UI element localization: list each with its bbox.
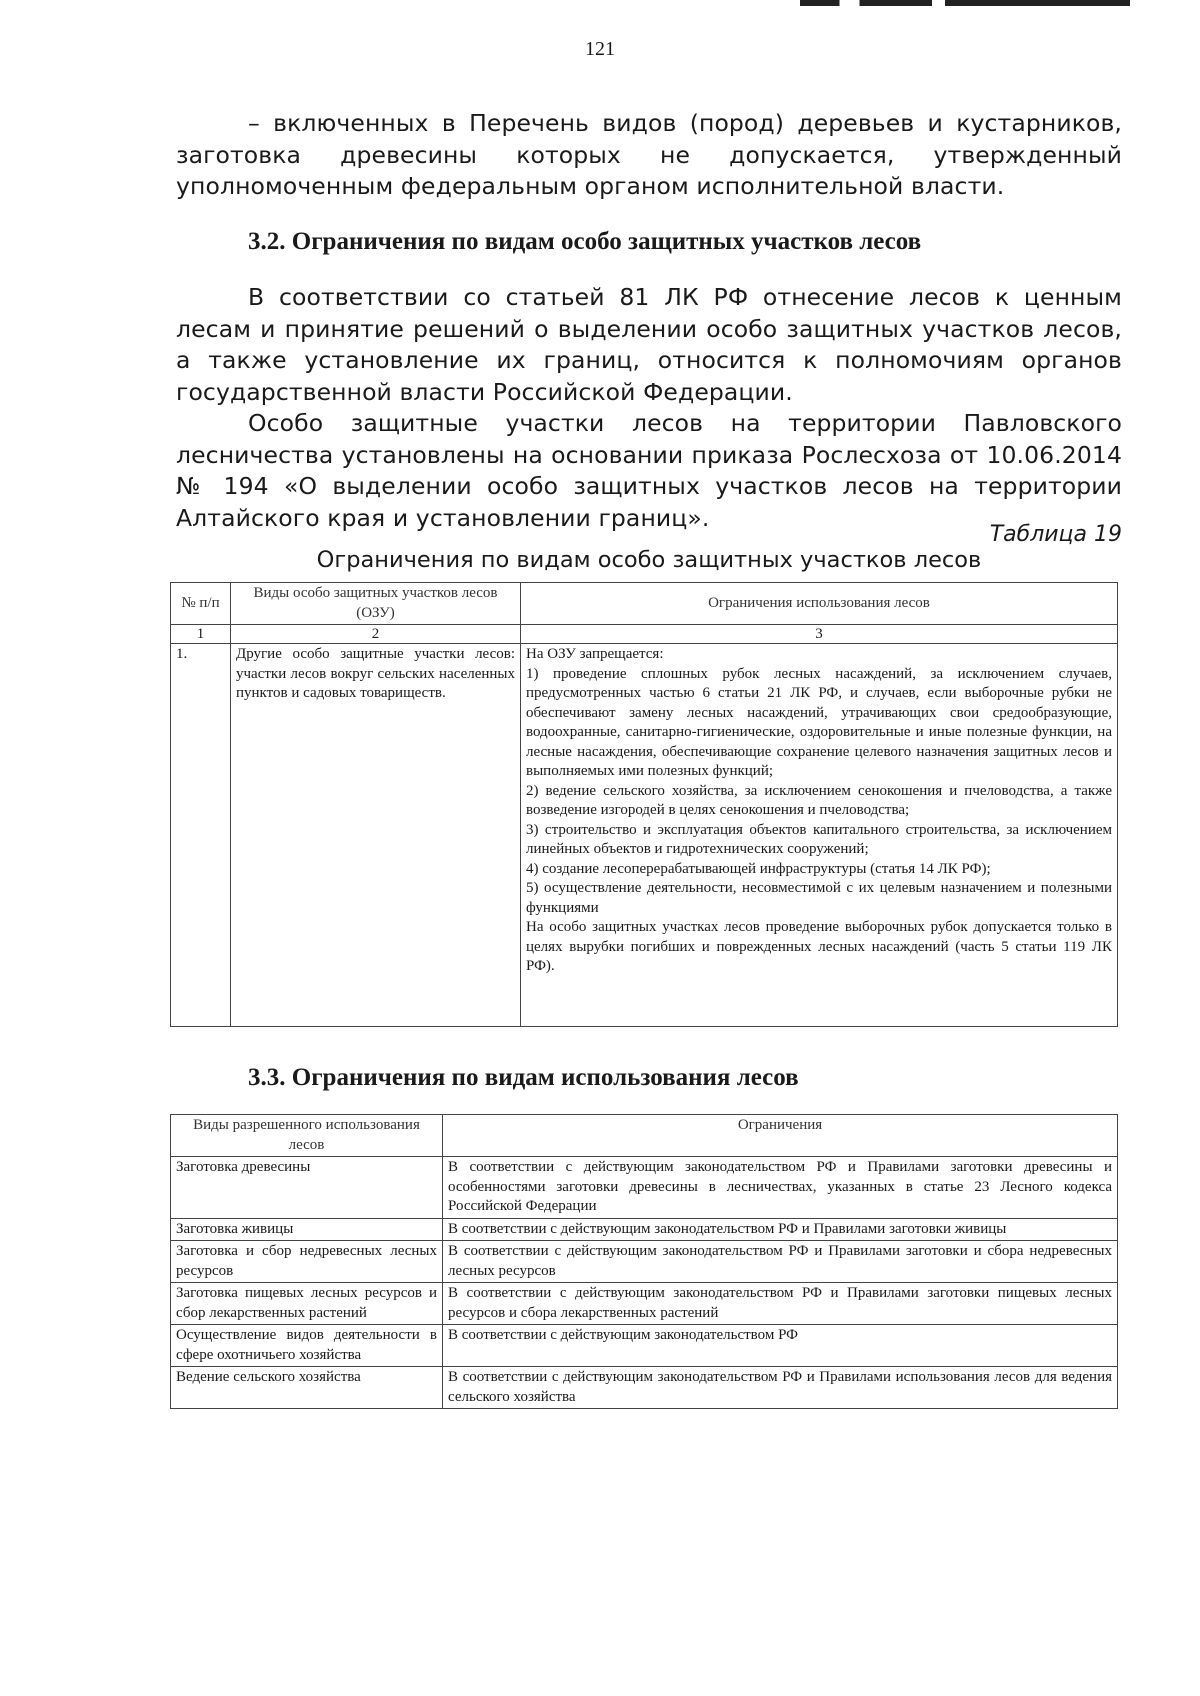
table-3-3: [170, 1114, 1118, 1409]
table-19: [170, 582, 1118, 1027]
table-header-row: [171, 1115, 1118, 1157]
row-restriction: В соответствии с действующим законодательством РФ и Правилами заготовки живицы: [443, 1218, 1118, 1241]
row-restrictions: [521, 644, 1118, 1027]
row-ozu-type: Другие особо защитные участки лесов: участки лесов вокруг сельских населенных пунктов и садовых товариществ.: [231, 644, 521, 1027]
scan-edge-mark: [800, 0, 1130, 6]
row-use-type: Заготовка древесины: [171, 1157, 443, 1219]
section-3-2: [176, 228, 1122, 256]
section-3-2-body: [176, 282, 1122, 534]
table-header-row: [171, 583, 1118, 625]
restriction-line: 4) создание лесоперерабатывающей инфраструктуры (статья 14 ЛК РФ);: [526, 860, 991, 877]
table-row: [171, 1218, 1118, 1241]
table-title: Ограничения по видам особо защитных участков лесов: [316, 547, 982, 573]
header-restrictions: Ограничения использования лесов: [521, 583, 1118, 625]
column-number: 1: [171, 625, 231, 644]
row-use-type: Заготовка пищевых лесных ресурсов и сбор лекарственных растений: [171, 1283, 443, 1325]
row-restriction: В соответствии с действующим законодательством РФ и Правилами заготовки пищевых лесных ресурсов и сбора лекарственных растений: [443, 1283, 1118, 1325]
table-row: [171, 644, 1118, 1027]
column-number-row: [171, 625, 1118, 644]
intro-block: [176, 108, 1122, 203]
page-number: 121: [585, 38, 615, 60]
section-3-3-heading: 3.3. Ограничения по видам использования лесов: [248, 1064, 799, 1091]
restriction-line: На ОЗУ запрещается:: [526, 646, 664, 662]
restriction-line: 2) ведение сельского хозяйства, за исключением сенокошения и пчеловодства, а также возведение изгородей в целях сенокошения и пчеловодства;: [526, 782, 1112, 818]
column-number: 3: [521, 625, 1118, 644]
section-3-2-paragraph-2: Особо защитные участки лесов на территории Павловского лесничества установлены на основании приказа Рослесхоза от 10.06.2014 № 194 «О выделении особо защитных участков лесов на территории Алтайского края и установлении границ».: [176, 409, 1122, 532]
row-num: 1.: [171, 644, 231, 1027]
table-row: [171, 1157, 1118, 1219]
row-restriction: В соответствии с действующим законодательством РФ и Правилами заготовки древесины и особенностями заготовки древесины в лесничествах, указанных в статье 23 Лесного кодекса Российской Федерации: [443, 1157, 1118, 1219]
restriction-line: 3) строительство и эксплуатация объектов капитального строительства, за исключением линейных объектов и гидротехнических сооружений;: [526, 821, 1112, 857]
row-use-type: Ведение сельского хозяйства: [171, 1367, 443, 1409]
restriction-line: На особо защитных участках лесов проведение выборочных рубок допускается только в целях вырубки погибших и поврежденных лесных насаждений (часть 5 статьи 119 ЛК РФ).: [526, 919, 1112, 974]
section-3-3: [176, 1064, 1122, 1092]
table-row: [171, 1325, 1118, 1367]
row-use-type: Заготовка живицы: [171, 1218, 443, 1241]
column-number: 2: [231, 625, 521, 644]
table-19-caption-block: [176, 522, 1122, 573]
row-restriction: В соответствии с действующим законодательством РФ и Правилами заготовки и сбора недревесных лесных ресурсов: [443, 1241, 1118, 1283]
header-restrictions: Ограничения: [443, 1115, 1118, 1157]
header-use-type: Виды разрешенного использования лесов: [171, 1115, 443, 1157]
row-use-type: Осуществление видов деятельности в сфере охотничьего хозяйства: [171, 1325, 443, 1367]
table-row: [171, 1367, 1118, 1409]
header-num: № п/п: [171, 583, 231, 625]
table-row: [171, 1283, 1118, 1325]
table-row: [171, 1241, 1118, 1283]
intro-paragraph: – включенных в Перечень видов (пород) деревьев и кустарников, заготовка древесины которых не допускается, утвержденный уполномоченным федеральным органом исполнительной власти.: [176, 109, 1122, 200]
header-ozu-type: Виды особо защитных участков лесов (ОЗУ): [231, 583, 521, 625]
section-3-2-paragraph-1: В соответствии со статьей 81 ЛК РФ отнесение лесов к ценным лесам и принятие решений о выделении особо защитных участков лесов, а также установление их границ, относится к полномочиям органов государственной власти Российской Федерации.: [176, 283, 1122, 406]
restriction-line: 1) проведение сплошных рубок лесных насаждений, за исключением случаев, предусмотренных частью 6 статьи 21 ЛК РФ, и случаев, если выборочные рубки не обеспечивают замену лесных насаждений, утрачивающих свои средообразующие, водоохранные, санитарно-гигиенические, оздоровительные и иные полезные функции, на лесные насаждения, обеспечивающие сохранение целевого назначения защитных лесов и выполняемых ими полезных функций;: [526, 665, 1112, 779]
restriction-line: 5) осуществление деятельности, несовместимой с их целевым назначением и полезными функциями: [526, 880, 1112, 916]
row-use-type: Заготовка и сбор недревесных лесных ресурсов: [171, 1241, 443, 1283]
row-restriction: В соответствии с действующим законодательством РФ: [443, 1325, 1118, 1367]
section-3-2-heading: 3.2. Ограничения по видам особо защитных участков лесов: [248, 228, 922, 255]
table-caption: Таблица 19: [989, 522, 1122, 547]
row-restriction: В соответствии с действующим законодательством РФ и Правилами использования лесов для ведения сельского хозяйства: [443, 1367, 1118, 1409]
